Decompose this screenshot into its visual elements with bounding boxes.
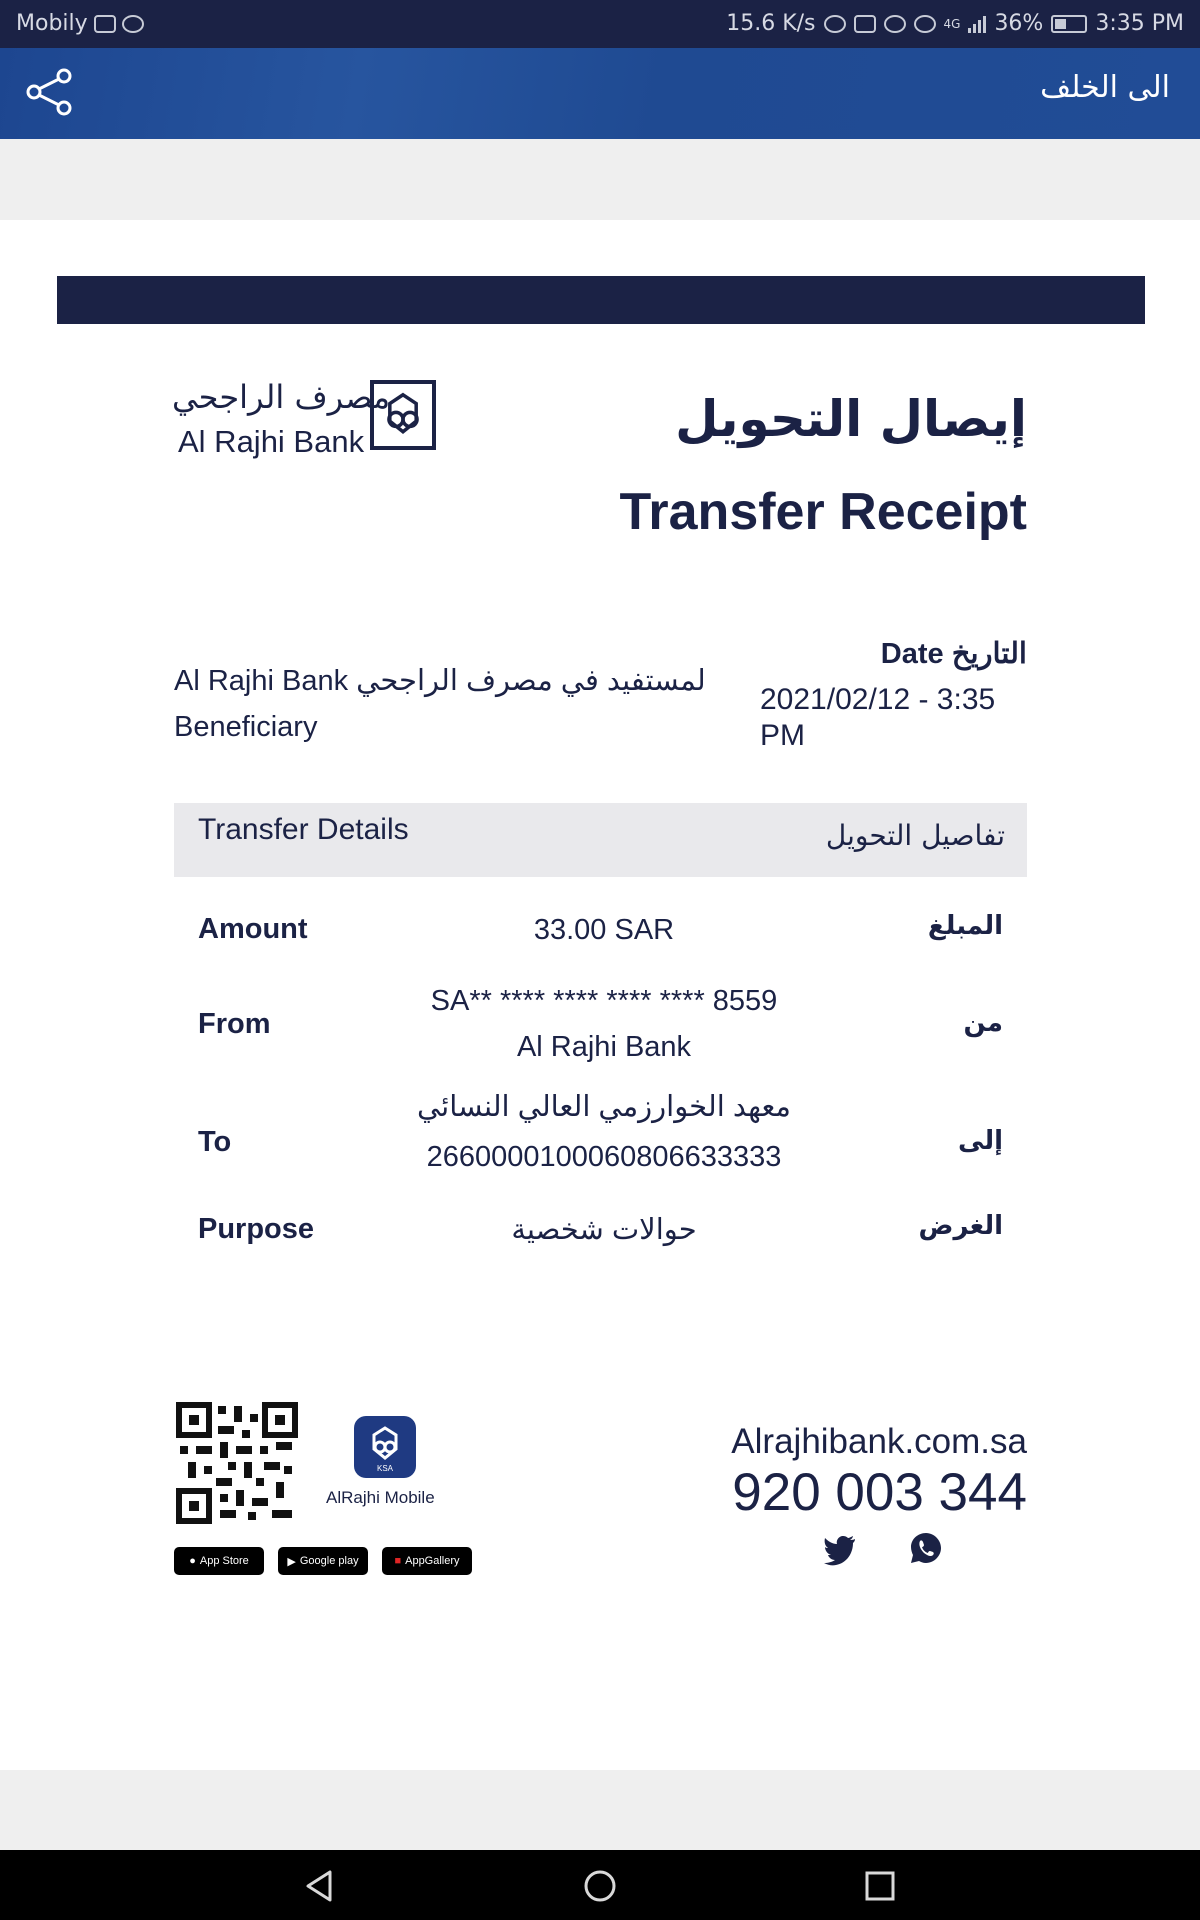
- from-account: SA** **** **** **** **** 8559: [430, 985, 778, 1017]
- to-beneficiary-name: معهد الخوارزمي العالي النسائي: [417, 1091, 791, 1123]
- from-label-ar: من: [963, 1008, 1003, 1038]
- website-link[interactable]: Alrajhibank.com.sa: [731, 1422, 1027, 1461]
- to-label-ar: إلى: [958, 1126, 1003, 1156]
- back-nav-icon[interactable]: [298, 1864, 342, 1908]
- purpose-label-en: Purpose: [198, 1213, 315, 1245]
- app-store-label: App Store: [199, 1555, 249, 1567]
- purpose-value: حوالات شخصية: [511, 1214, 697, 1246]
- date-value: 2021/02/12 - 3:35 PM: [760, 683, 996, 752]
- receipt-card: [0, 220, 1200, 1770]
- eye-comfort-icon: [914, 15, 936, 33]
- details-header-en: Transfer Details: [198, 813, 409, 846]
- details-header-ar: تفاصيل التحويل: [825, 819, 1005, 852]
- alrajhi-mobile-app-icon[interactable]: [354, 1416, 416, 1478]
- network-speed: 15.6 K/s: [726, 11, 816, 36]
- network-type: 4G: [943, 16, 961, 31]
- clock: 3:35 PM: [1095, 11, 1184, 36]
- receipt-top-band: [57, 276, 1145, 324]
- from-bank: Al Rajhi Bank: [516, 1031, 692, 1063]
- whatsapp-icon[interactable]: [908, 1530, 944, 1566]
- amount-label-en: Amount: [198, 913, 308, 945]
- receipt-title-en: Transfer Receipt: [619, 483, 1027, 541]
- transfer-details-header: [174, 803, 1027, 877]
- purpose-label-ar: الغرض: [918, 1211, 1003, 1241]
- beneficiary-text: Al Rajhi Bank لمستفيد في مصرف الراجحي Beneficiary: [174, 665, 706, 743]
- apple-icon: ●: [189, 1555, 196, 1567]
- app-gallery-label: AppGallery: [405, 1555, 460, 1567]
- recents-nav-icon[interactable]: [858, 1864, 902, 1908]
- huawei-icon: ■: [394, 1555, 402, 1567]
- system-nav-bar: [0, 1850, 1200, 1920]
- bank-mark-icon: [370, 380, 436, 450]
- signal-icon: [968, 15, 986, 33]
- play-icon: ▶: [287, 1555, 296, 1568]
- app-store-badge[interactable]: [174, 1547, 264, 1575]
- detail-row-to: [174, 1086, 1027, 1196]
- from-label-en: From: [198, 1008, 271, 1040]
- back-button[interactable]: الى الخلف: [1040, 70, 1170, 105]
- to-account-number: 2660000100060806633333: [426, 1141, 782, 1173]
- vibrate-icon: [854, 15, 876, 33]
- activity-icon: [94, 15, 116, 33]
- amount-label-ar: المبلغ: [927, 911, 1003, 941]
- carrier-name: Mobily: [16, 11, 88, 36]
- share-icon[interactable]: [24, 66, 76, 118]
- date-label: Date التاريخ: [880, 638, 1027, 670]
- receipt-title-ar: إيصال التحويل: [675, 390, 1027, 448]
- battery-percent: 36%: [994, 11, 1044, 36]
- app-notification-icon: [122, 15, 144, 33]
- app-logo-icon: [354, 1416, 416, 1478]
- bank-logo: [172, 378, 442, 468]
- amount-value: 33.00 SAR: [533, 914, 675, 946]
- alarm-icon: [884, 15, 906, 33]
- twitter-icon[interactable]: [822, 1530, 858, 1566]
- detail-row-from: [174, 980, 1027, 1076]
- to-label-en: To: [198, 1126, 232, 1158]
- app-name: AlRajhi Mobile: [326, 1488, 435, 1507]
- hotspot-icon: [824, 15, 846, 33]
- bank-name-en: Al Rajhi Bank: [178, 424, 365, 459]
- google-play-badge[interactable]: [278, 1547, 368, 1575]
- detail-row-purpose: [174, 1205, 1027, 1265]
- detail-row-amount: [174, 905, 1027, 965]
- app-icon-text: KSA: [376, 1464, 394, 1473]
- status-bar: [0, 0, 1200, 48]
- battery-icon: [1051, 15, 1087, 33]
- app-gallery-badge[interactable]: [382, 1547, 472, 1575]
- qr-code: [176, 1402, 298, 1524]
- google-play-label: Google play: [299, 1555, 359, 1567]
- home-nav-icon[interactable]: [578, 1864, 622, 1908]
- phone-number[interactable]: 920 003 344: [732, 1463, 1027, 1522]
- bank-name-ar: مصرف الراجحي: [172, 378, 391, 416]
- app-bar: [0, 48, 1200, 139]
